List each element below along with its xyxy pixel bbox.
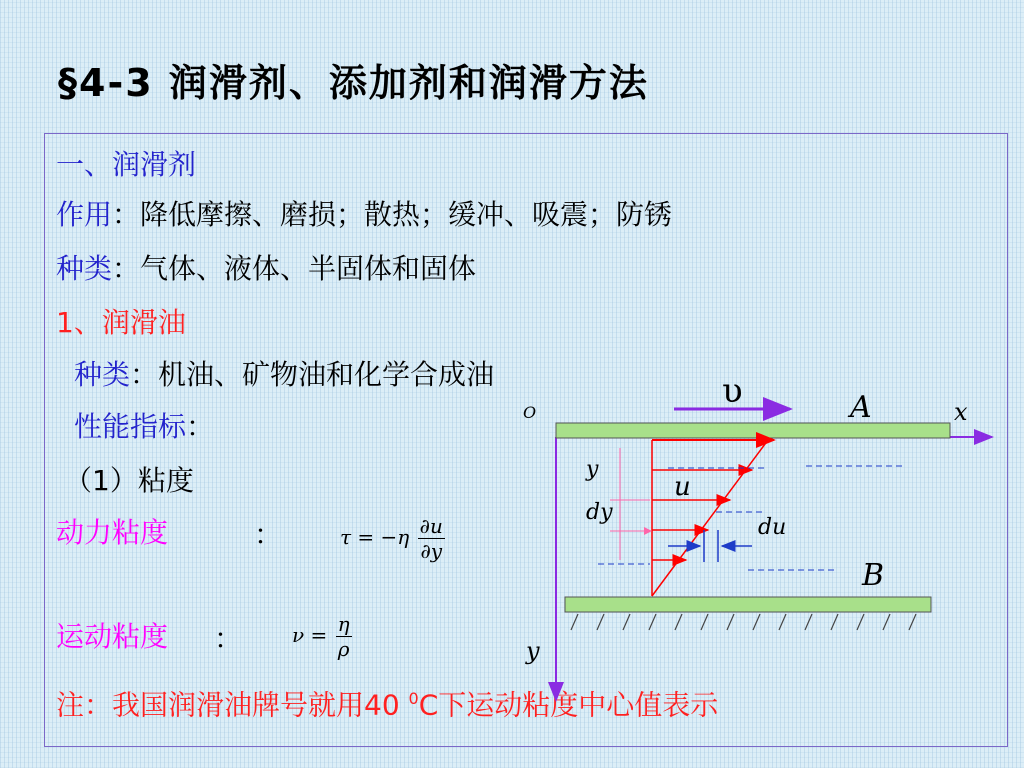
dashed-lines xyxy=(598,466,902,570)
section-heading: 一、润滑剂 xyxy=(56,148,197,181)
note-text: 注：我国润滑油牌号就用40 xyxy=(56,688,409,722)
plate-a xyxy=(556,423,950,438)
plate-b xyxy=(565,597,931,612)
function-text: 降低摩擦、磨损；散热；缓冲、吸震；防锈 xyxy=(140,198,673,231)
perf-label: 性能指标 xyxy=(74,410,187,443)
kinematic-colon: ： xyxy=(214,622,243,655)
origin-label: O xyxy=(523,403,537,422)
note-superscript: 0 xyxy=(408,689,419,708)
note-text-2: C下运动粘度中心值表示 xyxy=(418,688,719,722)
dynamic-viscosity-label: 动力粘度 xyxy=(56,516,169,549)
kinematic-viscosity-label: 运动粘度 xyxy=(56,620,169,653)
dynamic-formula-num: ∂u xyxy=(419,514,443,538)
function-colon: ： xyxy=(112,198,141,231)
oil-heading: 1、润滑油 xyxy=(56,306,186,339)
slide-title: §4-3 润滑剂、添加剂和润滑方法 xyxy=(58,61,649,105)
types-text: 气体、液体、半固体和固体 xyxy=(140,252,477,285)
kinematic-formula-lhs: ν = xyxy=(292,623,328,647)
dy-label: dy xyxy=(586,500,613,525)
y-axis-label: y xyxy=(526,637,540,665)
types-label: 种类 xyxy=(56,252,113,285)
u-label: u xyxy=(674,472,691,502)
function-label: 作用 xyxy=(56,198,113,231)
profile-diagonal xyxy=(652,440,768,596)
kinematic-formula-num: η xyxy=(337,612,350,636)
perf-colon: ： xyxy=(186,410,215,443)
kinematic-formula-den: ρ xyxy=(337,637,350,661)
oil-types-colon: ： xyxy=(130,358,159,391)
plate-b-label: B xyxy=(862,558,885,593)
dynamic-formula-lhs: τ = −η xyxy=(340,525,410,549)
velocity-label: υ xyxy=(722,371,743,411)
x-axis-label: x xyxy=(954,398,968,426)
types-colon: ： xyxy=(112,252,141,285)
y-dimension-label: y xyxy=(586,457,599,482)
oil-types-text: 机油、矿物油和化学合成油 xyxy=(158,358,495,391)
du-label: du xyxy=(758,515,787,540)
oil-types-label: 种类 xyxy=(74,358,131,391)
plate-a-label: A xyxy=(850,390,872,425)
dynamic-formula-den: ∂y xyxy=(420,539,443,563)
viscosity-heading: （1）粘度 xyxy=(64,464,194,497)
ground-hatch xyxy=(571,614,916,630)
dynamic-colon: ： xyxy=(254,518,283,551)
